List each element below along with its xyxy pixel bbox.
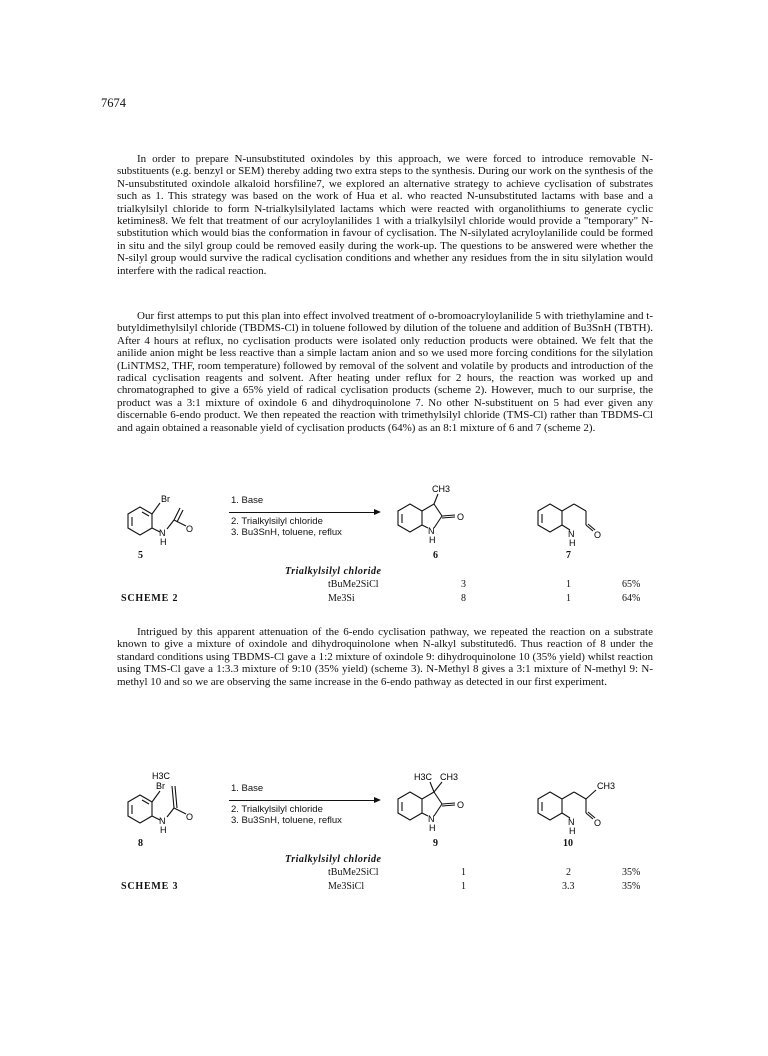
ratio-b-cell: 1: [566, 579, 571, 590]
ratio-a-cell: 3: [461, 579, 466, 590]
yield-cell: 65%: [622, 579, 641, 590]
nitrogen-atom-label: N: [568, 817, 575, 827]
oxygen-atom-label: O: [457, 512, 465, 522]
methyl-label: H3C: [414, 772, 433, 782]
ratio-a-cell: 8: [461, 593, 466, 604]
nitrogen-atom-label: N: [428, 526, 435, 536]
scheme-3-structures: [0, 770, 768, 920]
yield-cell: 64%: [622, 593, 641, 604]
paragraph-2-text: Our first attemps to put this plan into effect involved treatment of o-bromoacryloylanilide 5 with triethylamine and t-butyldimethylsilyl chloride (TBDMS-Cl) in toluene followed by dilution of the toluene and addition of Bu3SnH (TBTH). After 4 hours at reflux, no cyclisation products were isolated only reduction products were obtained. We felt that the anilide anion might be less reactive than a simple lactam anion and so we used more forcing conditions for the silylation (LiNTMS2, THF, room temperature) followed by removal of the solvent and volatile by products and introduction of the radical cyclisation reagents and solvent. After heating under reflux for 2 hours, the reaction was worked up and chromatographed to give a 65% yield of radical cyclisation products (scheme 2). However, much to our surprise, the product was a 3:1 mixture of oxindole 6 and dihydroquinolone 7. No other N-substituent on 5 had ever given any discernable 6-endo product. We then repeated the reaction with trimethylsilyl chloride (TMS-Cl) rather than TBDMS-Cl and again obtained a reasonable yield of cyclisation products (64%) as an 8:1 mixture of 6 and 7 (scheme 2).: [117, 310, 653, 434]
hydrogen-atom-label: H: [160, 537, 167, 547]
hydrogen-atom-label: H: [569, 538, 576, 548]
compound-10-label: 10: [563, 838, 573, 849]
bromine-atom-label: Br: [156, 781, 165, 791]
nitrogen-atom-label: N: [159, 816, 166, 826]
scheme-2-step-2: 2. Trialkylsilyl chloride: [231, 516, 323, 527]
oxygen-atom-label: O: [186, 812, 194, 822]
scheme-2-step-1: 1. Base: [231, 495, 264, 506]
hydrogen-atom-label: H: [429, 535, 436, 545]
ratio-b-cell: 1: [566, 593, 571, 604]
reaction-arrow-shaft: [229, 512, 375, 513]
ratio-b-cell: 2: [566, 867, 571, 878]
methyl-label: CH3: [597, 781, 616, 791]
reagent-cell: Me3Si: [328, 593, 355, 604]
yield-cell: 35%: [622, 867, 641, 878]
reagent-cell: Me3SiCl: [328, 881, 365, 892]
paragraph-1-text: In order to prepare N-unsubstituted oxindoles by this approach, we were forced to introduce removable N-substituents (e.g. benzyl or SEM) thereby adding two extra steps to the synthesis. During our work on the synthesis of the N-unsubstituted oxindole alkaloid horsfiline7, we explored an alternative strategy to achieve cyclisation of substrates such as 1. This strategy was based on the work of Hua et al. who reacted N-unsubstituted lactams with base and a trialkylsilyl chloride to form N-trialkylsilylated lactams which were reacted with organolithiums to generate cyclic ketimines8. We felt that treatment of our acryloylanilides 1 with a trialkylsilyl chloride would provide a "temporary" N-substitution which would bias the conformation in favour of cyclisation. The N-silylated acryloylanilide could be formed in situ and the silyl group could be removed easily during the work-up. The questions to be answered were whether the N-silyl group would survive the radical cyclisation conditions and whether any residues from the in situ silylation would interfere with the radical reaction.: [117, 153, 653, 277]
compound-10-structure: [538, 790, 596, 820]
ratio-a-cell: 1: [461, 867, 466, 878]
compound-7-structure: [538, 504, 595, 532]
compound-5-structure: [128, 503, 186, 535]
paragraph-3: [117, 626, 653, 688]
scheme-3-step-1: 1. Base: [231, 783, 264, 794]
oxygen-atom-label: O: [594, 530, 602, 540]
scheme-2-table-header: Trialkylsilyl chloride: [285, 566, 382, 577]
page-number: 7674: [101, 96, 126, 110]
scheme-3-step-2: 2. Trialkylsilyl chloride: [231, 804, 323, 815]
compound-9-label: 9: [433, 838, 438, 849]
paragraph-1: [117, 153, 653, 277]
bromine-atom-label: Br: [161, 494, 170, 504]
hydrogen-atom-label: H: [569, 826, 576, 836]
nitrogen-atom-label: N: [428, 814, 435, 824]
scheme-3: [0, 770, 768, 920]
scheme-2-title: SCHEME 2: [121, 593, 179, 604]
nitrogen-atom-label: N: [568, 529, 575, 539]
scheme-3-table-header: Trialkylsilyl chloride: [285, 854, 382, 865]
compound-9-structure: [398, 782, 455, 820]
methyl-label: H3C: [152, 771, 171, 781]
scheme-3-step-3: 3. Bu3SnH, toluene, reflux: [231, 815, 342, 826]
paragraph-3-text: Intrigued by this apparent attenuation of the 6-endo cyclisation pathway, we repeated the reaction on a substrate known to give a mixture of oxindole and dihydroquinolone when N-alkyl substituted6. Thus reaction of 8 under the standard conditions using TBDMS-Cl gave a 1:2 mixture of oxindole 9: dihydroquinolone 10 (35% yield) whilst reaction using TMS-Cl gave a 1:3.3 mixture of 9:10 (35% yield) (scheme 3). N-Methyl 8 gives a 3:1 mixture of N-methyl 9: N-methyl 10 and so we are observing the same increase in the 6-endo pathway as detected in our first experiment.: [117, 626, 653, 688]
reagent-cell: tBuMe2SiCl: [328, 579, 379, 590]
scheme-2: [0, 482, 768, 632]
oxygen-atom-label: O: [186, 524, 194, 534]
oxygen-atom-label: O: [457, 800, 465, 810]
compound-8-structure: [128, 786, 186, 823]
paragraph-2: [117, 310, 653, 434]
ratio-a-cell: 1: [461, 881, 466, 892]
scheme-3-title: SCHEME 3: [121, 881, 179, 892]
compound-5-label: 5: [138, 550, 143, 561]
compound-8-label: 8: [138, 838, 143, 849]
reaction-arrow-head: [374, 509, 381, 515]
scheme-2-structures: [0, 482, 768, 632]
compound-7-label: 7: [566, 550, 571, 561]
nitrogen-atom-label: N: [159, 528, 166, 538]
ratio-b-cell: 3.3: [562, 881, 575, 892]
compound-6-label: 6: [433, 550, 438, 561]
scheme-2-step-3: 3. Bu3SnH, toluene, reflux: [231, 527, 342, 538]
reagent-cell: tBuMe2SiCl: [328, 867, 379, 878]
hydrogen-atom-label: H: [429, 823, 436, 833]
compound-6-structure: [398, 494, 455, 532]
methyl-label: CH3: [440, 772, 459, 782]
hydrogen-atom-label: H: [160, 825, 167, 835]
yield-cell: 35%: [622, 881, 641, 892]
oxygen-atom-label: O: [594, 818, 602, 828]
methyl-label: CH3: [432, 484, 451, 494]
reaction-arrow-head: [374, 797, 381, 803]
reaction-arrow-shaft: [229, 800, 375, 801]
